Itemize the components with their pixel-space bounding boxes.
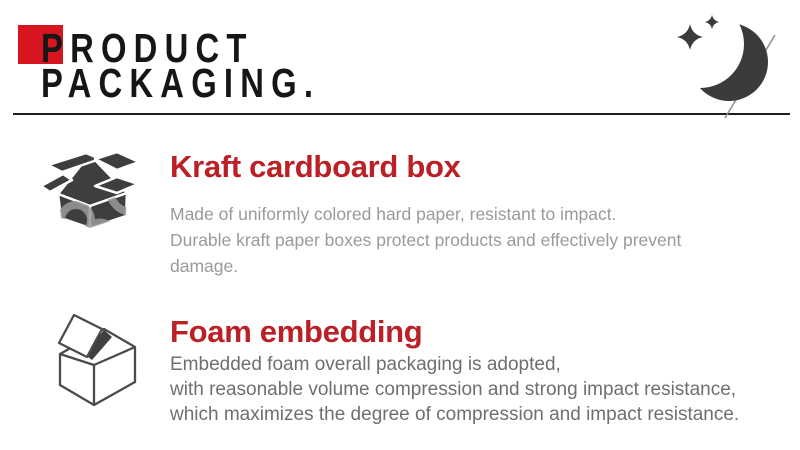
body-line: which maximizes the degree of compression and impact resistance. xyxy=(170,404,740,425)
foam-embedding-box-icon xyxy=(52,312,140,409)
open-cardboard-box-icon xyxy=(40,146,140,238)
body-line: damage. xyxy=(170,256,239,276)
page-title-line1: PRODUCT xyxy=(41,25,254,71)
body-line: Durable kraft paper boxes protect products and effectively prevent xyxy=(170,230,682,250)
section-body-foam-embedding xyxy=(170,352,739,427)
body-line: with reasonable volume compression and strong impact resistance, xyxy=(170,379,737,400)
body-line: Made of uniformly colored hard paper, resistant to impact. xyxy=(170,204,617,224)
page-title-line2: PACKAGING. xyxy=(41,60,321,106)
page-title xyxy=(41,25,321,106)
crescent-moon-with-sparkles-icon xyxy=(655,5,780,120)
crescent-moon-icon xyxy=(690,23,768,101)
section-heading-foam-embedding: Foam embedding xyxy=(170,314,423,349)
section-body-kraft-box xyxy=(170,201,681,279)
body-line: Embedded foam overall packaging is adopted, xyxy=(170,354,561,375)
section-heading-kraft-box: Kraft cardboard box xyxy=(170,149,461,184)
